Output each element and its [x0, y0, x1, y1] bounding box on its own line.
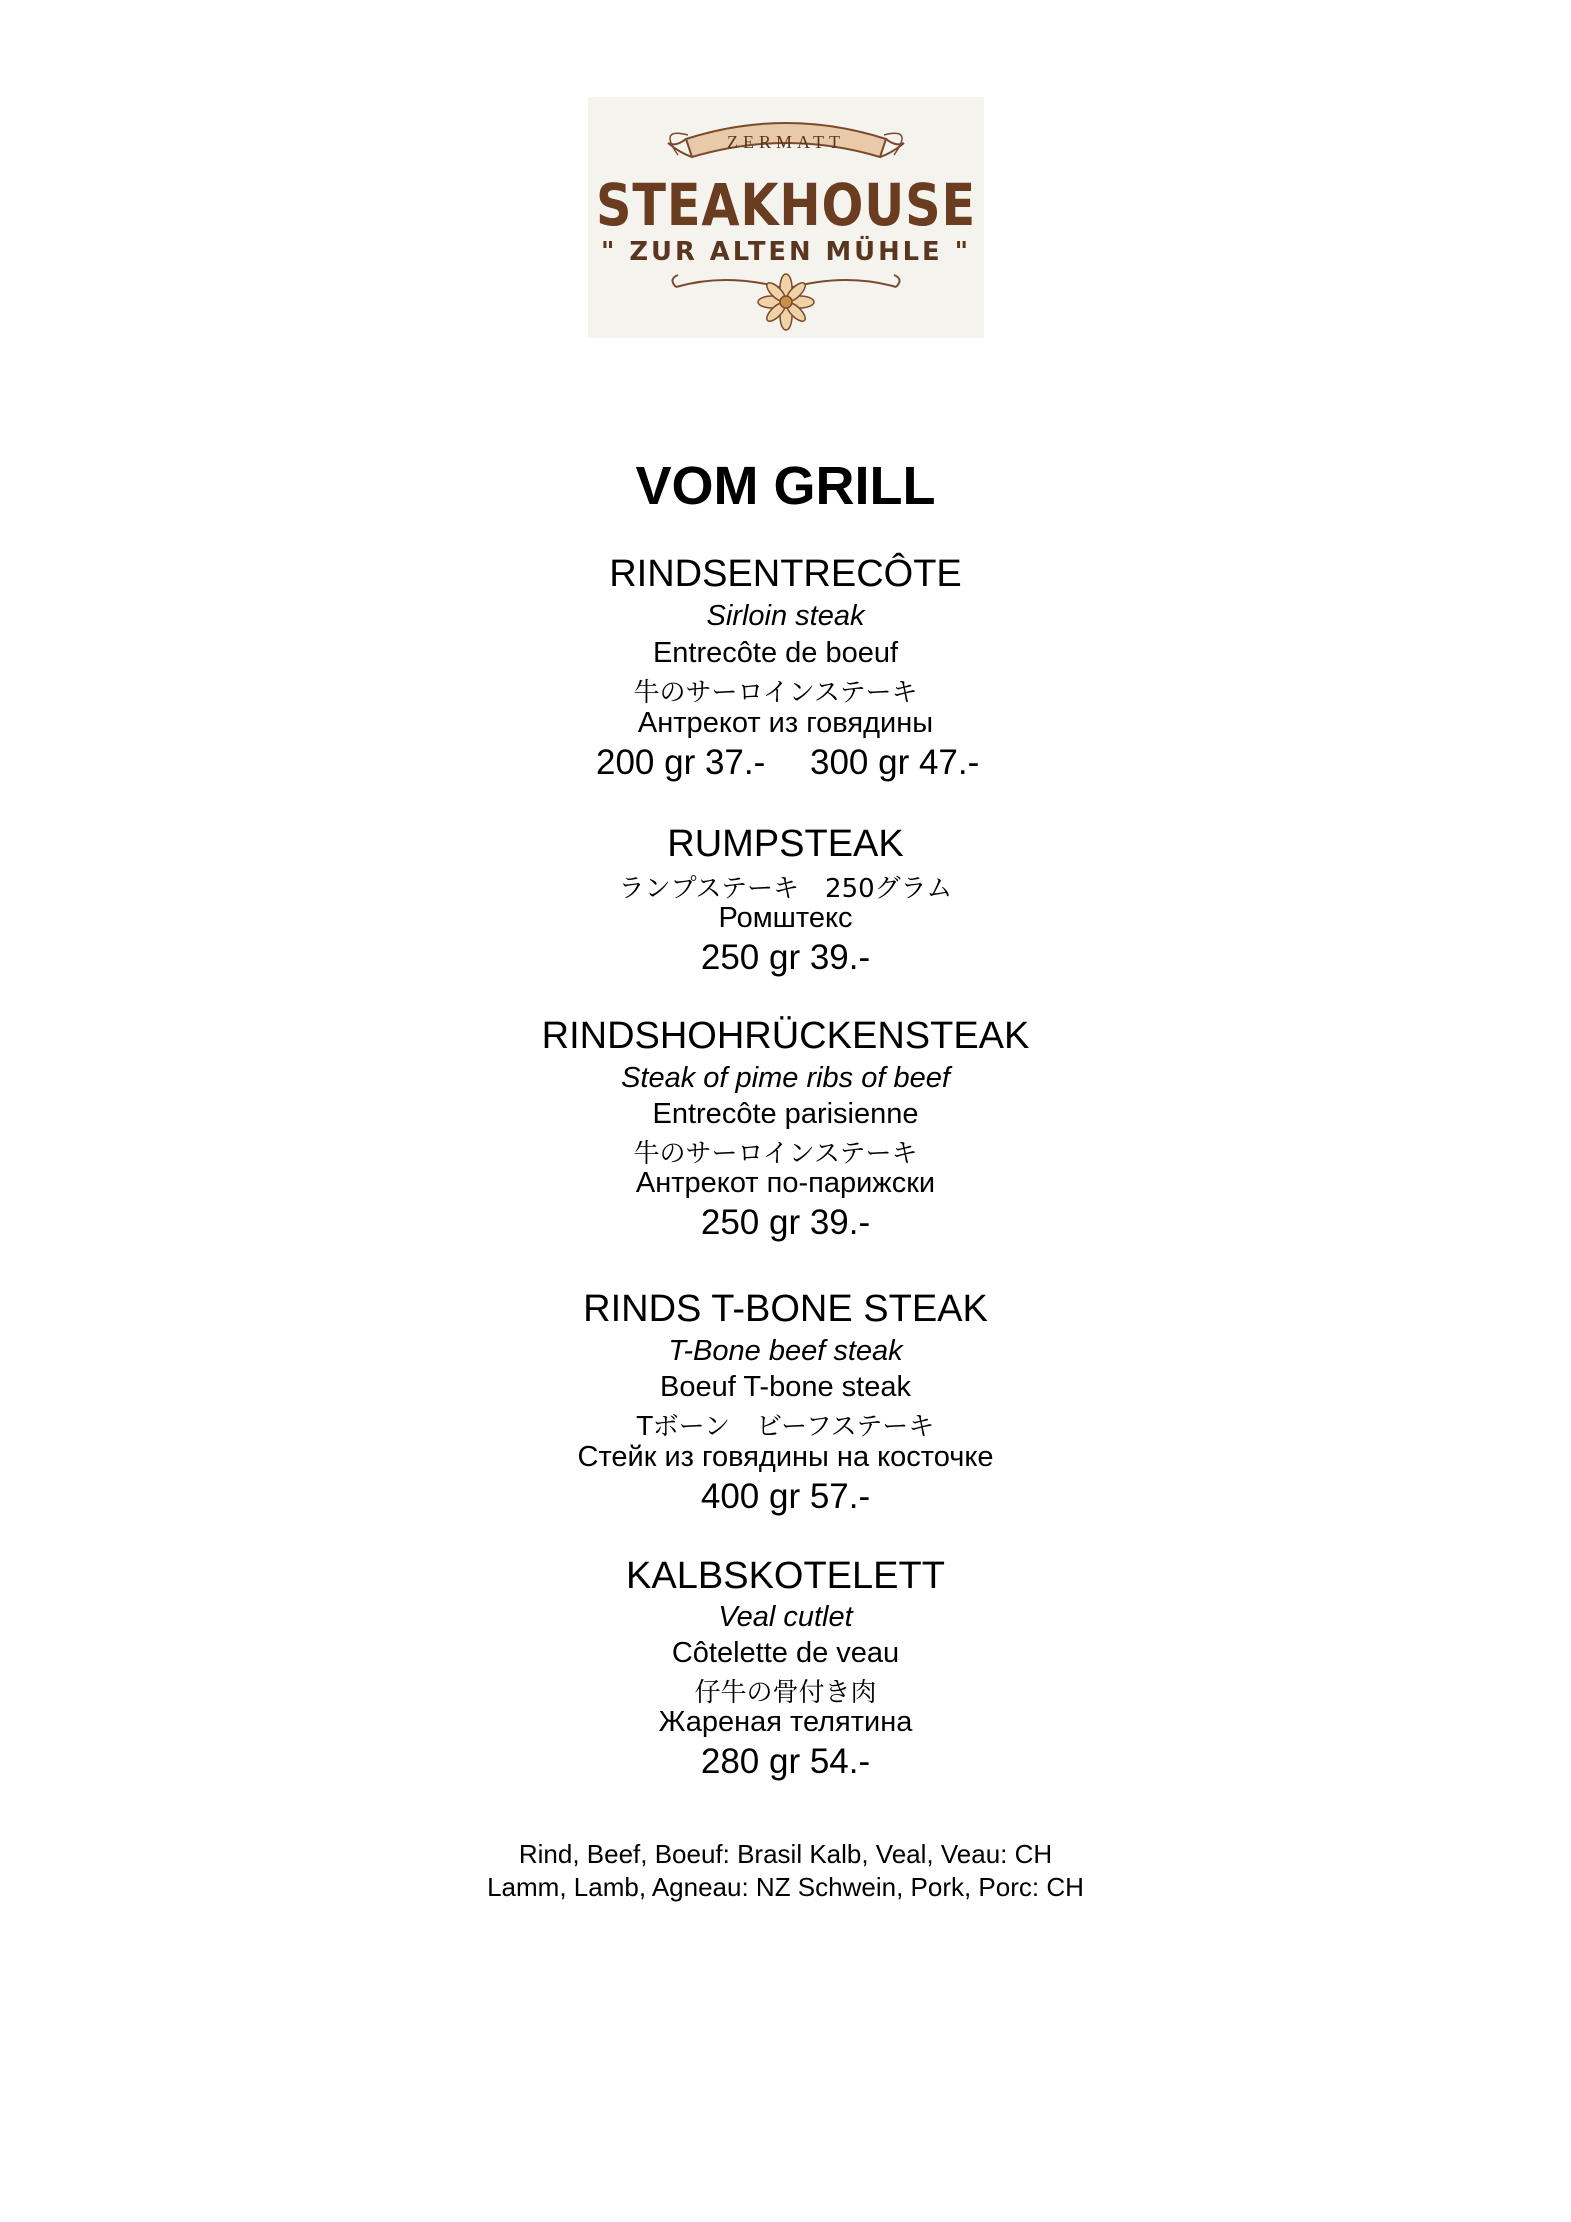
steakhouse-logo	[588, 97, 984, 338]
item-name: RUMPSTEAK	[667, 823, 904, 865]
item-french: Boeuf T-bone steak	[660, 1371, 911, 1403]
item-russian: Антрекот по-парижски	[635, 1167, 936, 1199]
item-russian: Ромштекс	[718, 902, 853, 934]
item-name: RINDSHOHRÜCKENSTEAK	[541, 1015, 1030, 1057]
item-french: Entrecôte parisienne	[652, 1098, 919, 1130]
item-price-200g: 200 gr 37.-	[596, 743, 766, 782]
item-japanese: 牛のサーロインステーキ	[633, 1139, 918, 1169]
item-english: Steak of pime ribs of beef	[621, 1062, 950, 1094]
item-japanese: ランプステーキ 250グラム	[618, 874, 953, 904]
item-japanese: Tボーン ビーフステーキ	[636, 1412, 935, 1442]
item-english: Sirloin steak	[706, 600, 865, 632]
item-english: Veal cutlet	[718, 1601, 853, 1633]
svg-text:" ZUR ALTEN MÜHLE ": " ZUR ALTEN MÜHLE "	[601, 237, 974, 267]
item-japanese: 仔牛の骨付き肉	[694, 1678, 877, 1708]
item-russian: Антрекот из говядины	[637, 707, 934, 739]
item-price: 280 gr 54.-	[700, 1742, 871, 1781]
svg-text:STEAKHOUSE: STEAKHOUSE	[596, 171, 976, 239]
item-price-300g: 300 gr 47.-	[810, 743, 980, 782]
svg-text:ZERMATT: ZERMATT	[727, 132, 845, 152]
origin-note-line-2: Lamm, Lamb, Agneau: NZ Schwein, Pork, Porc: CH	[487, 1872, 1084, 1902]
item-name: RINDS T-BONE STEAK	[583, 1288, 988, 1330]
item-french: Entrecôte de boeuf	[652, 637, 899, 669]
item-price: 250 gr 39.-	[700, 1203, 871, 1242]
item-japanese: 牛のサーロインステーキ	[633, 678, 918, 708]
item-english: T-Bone beef steak	[668, 1335, 903, 1367]
origin-note-line-1: Rind, Beef, Boeuf: Brasil Kalb, Veal, Veau: CH	[518, 1839, 1053, 1869]
item-russian: Стейк из говядины на косточке	[577, 1441, 994, 1473]
item-russian: Жареная телятина	[658, 1706, 913, 1738]
page-title: VOM GRILL	[635, 456, 936, 516]
item-name: KALBSKOTELETT	[626, 1555, 945, 1597]
item-price: 400 gr 57.-	[700, 1477, 871, 1516]
item-price: 250 gr 39.-	[700, 938, 871, 977]
item-french: Côtelette de veau	[671, 1637, 900, 1669]
item-name: RINDSENTRECÔTE	[609, 553, 962, 595]
